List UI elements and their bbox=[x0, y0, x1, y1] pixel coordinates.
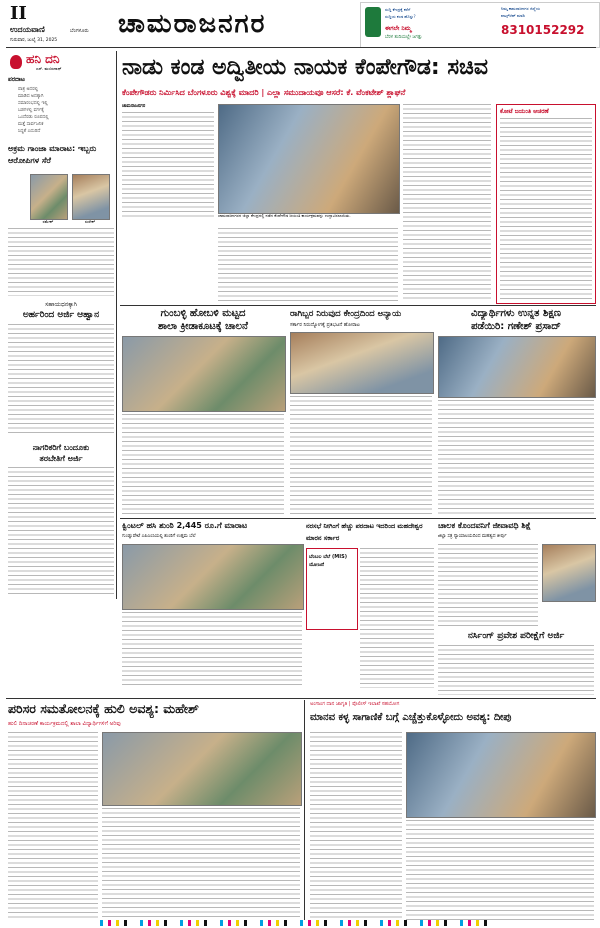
dateline: ಗುರುವಾರ, ಜುಲೈ 31, 2025 bbox=[10, 38, 58, 43]
ganja-body bbox=[8, 228, 114, 296]
price-subhead: ಗುಂಡ್ಲುಪೇಟೆ ಎಪಿಎಂಸಿಯಲ್ಲಿ ಶುಂಠಿಗೆ ಉತ್ತಮ ಬೆಲೆ bbox=[122, 534, 196, 539]
bottom-left-body-2 bbox=[102, 808, 300, 920]
students-photo bbox=[438, 336, 596, 398]
ganja-photo-2 bbox=[72, 174, 110, 220]
msp-box bbox=[306, 548, 358, 630]
bottom-right-body-2 bbox=[406, 820, 594, 920]
row-rule-2 bbox=[120, 518, 596, 519]
ad-line2: ಸುದ್ದಿಯ ಕಂಡ ಹೊಸ್ತು? bbox=[385, 14, 416, 19]
attack-subhead: ಜಿಲ್ಲಾ ಸತ್ರ ನ್ಯಾಯಾಲಯದಿಂದ ಮಹತ್ವದ ತೀರ್ಪು bbox=[438, 534, 507, 539]
sidebar-brand-sub: ಎಸ್. ಮಂಜುನಾಥ್ bbox=[36, 66, 62, 71]
river-headline: ನರಸಭೆ ನೀಗಿಂಗೆ ಹೆಚ್ಚು ಪರದಾಟ ಇದರಿಂದ ಮಹದೇಶ್ವರ ಮಾರನ ಸರ್ಕಾರ bbox=[306, 522, 423, 542]
sidebar-brand: ಹನಿ ದನಿ bbox=[26, 52, 60, 66]
poem-line: ಪಾತ್ರ ಅದರಲ್ಲಿ bbox=[18, 87, 39, 92]
bottom-divider bbox=[304, 700, 305, 922]
price-body bbox=[122, 612, 302, 688]
row-rule-3 bbox=[6, 698, 596, 699]
page-number: II bbox=[10, 4, 27, 24]
ad-line3: ಈಗಲೇ ನಿಮ್ಮ bbox=[385, 25, 412, 32]
ad-phone-number: 8310152292 bbox=[501, 23, 585, 37]
flame-icon bbox=[10, 55, 22, 69]
edition-label: ಬೆಂಗಳೂರು bbox=[70, 28, 89, 34]
ganja-photo-1 bbox=[30, 174, 68, 220]
ragi-headline-2: ಸರ್ಕಾರ ನಿರುದ್ಯೋಗಕ್ಕೆ ಪ್ರತಿಭಟನೆ ಹೋರಾಟ bbox=[290, 322, 360, 328]
gumbal-headline-1: ಗುಂಬಳ್ಳಿ ಹೋಬಳಿ ಮಟ್ಟದ bbox=[160, 308, 246, 319]
row-rule-1 bbox=[120, 305, 596, 306]
msp-box-text: ಬೆಂಬಲ ಬೆಲೆ (MIS) ಯೋಜನೆ bbox=[309, 554, 347, 568]
lead-headline: ನಾಡು ಕಂಡ ಅದ್ವಿತೀಯ ನಾಯಕ ಕೆಂಪೇಗೌಡ: ಸಚಿವ bbox=[122, 55, 488, 80]
paper-name: ಉದಯವಾಣಿ bbox=[10, 25, 45, 34]
poem bbox=[18, 86, 112, 138]
sidebar-divider bbox=[116, 51, 117, 599]
section-title: ಚಾಮರಾಜನಗರ bbox=[118, 9, 267, 39]
ragi-body bbox=[290, 396, 432, 514]
poem-line: ಸಿದ್ಧತೆ ಎದುರಿದೆ bbox=[18, 129, 41, 134]
bottom-right-photo bbox=[406, 732, 596, 818]
nagarika-title: ನಾಗರಿಕರಿಗೆ ಬಂದೂಕು bbox=[32, 443, 90, 452]
ad-line1: ಸುದ್ದಿ ಕೇಂದ್ರಕ್ಕೆ ಕರೆಗೆ bbox=[385, 7, 411, 12]
lead-subhead: ಕೆಂಪೇಗೌಡರು ನಿರ್ಮಿಸಿದ ಬೆಂಗಳೂರು ವಿಶ್ವಕ್ಕೆ ಮಾದರಿ | ಎಲ್ಲಾ ಸಮುದಾಯವೂ ಆಸರೆ: ಕೆ. ವೆಂಕಟೇಶ್ ಶ್ಲಾಘನೆ bbox=[122, 88, 406, 97]
bottom-right-kicker: ಅಂಗಾಂಗ ದಾನ ಜಾಗೃತಿ | ಪೊಲೀಸ್ ಇಲಾಖೆ ಸಹಯೋಗ bbox=[310, 701, 400, 707]
side-box bbox=[496, 104, 596, 304]
bottom-left-photo bbox=[102, 732, 302, 806]
students-body bbox=[438, 400, 594, 514]
students-headline-1: ವಿದ್ಯಾರ್ಥಿಗಳು ಉನ್ನತ ಶಿಕ್ಷಣ bbox=[471, 308, 561, 319]
sahaya-headline: ಅರ್ಹರಿಂದ ಅರ್ಜಿ ಆಹ್ವಾನ bbox=[22, 310, 100, 320]
lead-body-center bbox=[218, 228, 398, 302]
bottom-left-subhead: ಹುಲಿ ದಿನಾಚರಣೆ ಕಾರ್ಯಕ್ರಮದಲ್ಲಿ ಶಾಲಾ ವಿದ್ಯಾರ್ಥಿಗಳಿಗೆ ಅರಿವು bbox=[8, 721, 121, 727]
lead-photo bbox=[218, 104, 400, 214]
column-title: ಪರದಾಟ bbox=[8, 76, 25, 83]
nursing-headline: ನರ್ಸಿಂಗ್ ಪ್ರವೇಶ ಪರೀಕ್ಷೆಗೆ ಅರ್ಜಿ bbox=[467, 631, 565, 641]
price-headline: ಕ್ವಿಂಟಲ್ ಹಸಿ ಶುಂಠಿ 2,445 ರೂ.ಗೆ ಮಾರಾಟ bbox=[122, 521, 248, 530]
bottom-right-headline: ಮಾನವ ಕಳ್ಳ ಸಾಗಾಣಿಕೆ ಬಗ್ಗೆ ಎಚ್ಚೆತ್ತುಕೊಳ್ಳೋದು ಅವಶ್ಯ: ದೀಪು bbox=[310, 712, 512, 723]
side-box-title: ಕೋಟೆ ಜಯಂತಿ ಆಚರಣೆ bbox=[500, 108, 549, 115]
students-headline-2: ಪಡೆಯಿರಿ: ಗಣೇಶ್ ಪ್ರಸಾದ್ bbox=[471, 321, 561, 332]
sahaya-body bbox=[8, 324, 114, 436]
ad-line4: ಬೆರಳ ತುದಿಯಲ್ಲೇ ಜಗತ್ತು bbox=[385, 35, 423, 40]
gumbal-photo bbox=[122, 336, 286, 412]
ragi-headline-1: ರಾಗಿಬ್ಬರ ನಿರುವುದ ಕೇಂದ್ರದಿಂದ ಅನ್ಯಾಯ bbox=[290, 309, 402, 319]
bottom-right-body-1 bbox=[310, 732, 402, 920]
ad-right-line1: ನಿಮ್ಮ ಕಾಮರಾಜನಗರ ಜಿಲ್ಲೆಯ bbox=[501, 6, 541, 11]
poem-line: ಮತ್ತೆ ಸಾರ್ವಜನಿಕ bbox=[18, 122, 44, 127]
ganja-name-1: ರಮೇಶ್ bbox=[42, 219, 54, 224]
registration-marks bbox=[100, 920, 500, 926]
lead-body-right bbox=[403, 104, 491, 302]
poem-line: ಬಡಗಳಲ್ಲಿ ವರ್ಗಕ್ಕೆ bbox=[18, 108, 44, 113]
poem-line: ಸಮಾರಂಭದಲ್ಲಿ ಇಲ್ಲಿ bbox=[18, 101, 48, 106]
bottom-left-body-1 bbox=[8, 732, 98, 920]
price-photo bbox=[122, 544, 304, 610]
nursing-body bbox=[438, 645, 594, 695]
gumbal-headline-2: ಶಾಲಾ ಕ್ರೀಡಾಕೂಟಕ್ಕೆ ಚಾಲನೆ bbox=[158, 321, 248, 332]
sahaya-title: ಸಹಾಯಧನಕ್ಕಾಗಿ bbox=[45, 301, 77, 308]
bottom-left-headline: ಪರಿಸರ ಸಮತೋಲನಕ್ಕೆ ಹುಲಿ ಅವಶ್ಯ: ಮಹೇಶ್ bbox=[8, 701, 199, 716]
poem-line: ಒಂದೆರಡು ರೂಪದಲ್ಲಿ bbox=[18, 115, 49, 120]
lead-body-left bbox=[122, 112, 214, 218]
attack-headline: ಚಾಲಕ ಕೊಂದವನಿಗೆ ಜೀವಾವಧಿ ಶಿಕ್ಷೆ bbox=[438, 521, 531, 530]
gumbal-body bbox=[122, 414, 284, 514]
attack-photo bbox=[542, 544, 596, 602]
ganja-headline: ಅಕ್ರಮ ಗಾಂಜಾ ಮಾರಾಟ: ಇಬ್ಬರು ಆರೋಪಿಗಳ ಸೆರೆ bbox=[8, 144, 97, 165]
nagarika-sub: ತರಬೇತಿಗೆ ಅರ್ಜಿ bbox=[39, 454, 83, 463]
river-body bbox=[360, 548, 434, 688]
nagarika-body bbox=[8, 467, 114, 595]
poem-line: ಮಾಡಿದ ಅದಕ್ಕಾಗಿ bbox=[18, 94, 44, 99]
phone-icon bbox=[365, 7, 381, 37]
ad-right-line2: ವಾಟ್ಸ್‌ಆಪ್ ಮಾಡಿ bbox=[501, 13, 525, 18]
ragi-photo bbox=[290, 332, 434, 394]
lead-caption: ಚಾಮರಾಜನಗರದ ಜಿಲ್ಲಾ ಕೇಂದ್ರದಲ್ಲಿ ನಡೆದ ಕೆಂಪೇಗೌಡ ಜಯಂತಿ ಕಾರ್ಯಕ್ರಮವನ್ನು ಉದ್ಘಾಟಿಸಲಾಯಿತು. bbox=[218, 213, 351, 218]
attack-body bbox=[438, 544, 538, 626]
side-box-body bbox=[500, 118, 592, 300]
sidebar-brand-box bbox=[8, 51, 112, 73]
lead-byline: ಚಾಮರಾಜನಗರ bbox=[122, 104, 146, 109]
ganja-name-2: ಸುರೇಶ್ bbox=[84, 219, 96, 224]
masthead-rule bbox=[6, 47, 596, 48]
ad-banner bbox=[360, 2, 600, 48]
